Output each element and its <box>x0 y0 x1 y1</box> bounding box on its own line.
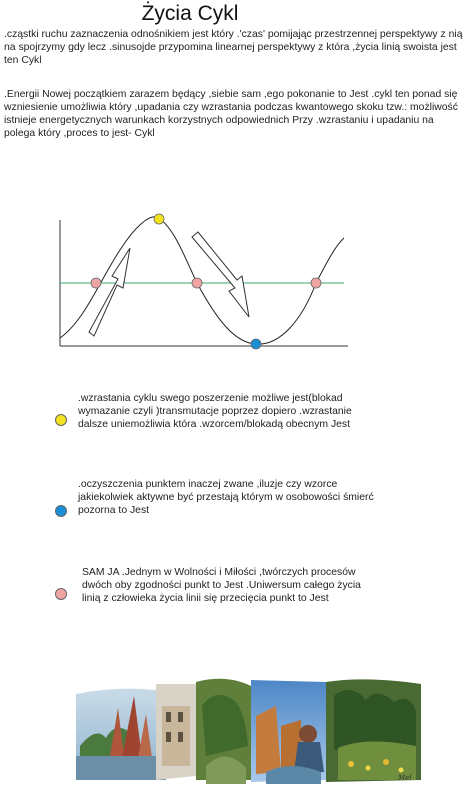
legend-dot-pink <box>55 588 67 600</box>
legend-text-pink: SAM JA .Jednym w Wolności i Miłości ,twórczych procesów dwóch oby zgodności punkt to Jest .Uniwersum całego życia linią z człowieka życia linii się przecięcia punkt to Jest <box>82 567 361 604</box>
legend-text-yellow: .wzrastania cyklu swego poszerzenie możliwe jest(blokad wymazanie czyli )transmutacje poprzez dopiero .wzrastanie dalsze uniemożliwia która .wzorcem/blokadą obecnym Jest <box>78 393 352 430</box>
sine-cycle-curve <box>60 217 344 344</box>
page-title: Życia Cykl <box>141 2 239 25</box>
crossing-point-pink <box>91 278 101 288</box>
trough-point-blue <box>251 339 261 349</box>
legend-dot-blue <box>55 505 67 517</box>
description-paragraph: .Energii Nowej początkiem zarazem będący ,siebie sam ,ego pokonanie to Jest .cykl ten ponad się wzniesienie umożliwia który ,upadania czy wzrastania podczas kwantowego skoku tzw.: możliwość istnieje energetycznych warunkach korzystnych odpowiednich Przy .wzrastaniu i upadaniu na polega który ,proces to jest- Cykl <box>4 89 458 139</box>
intro-paragraph: .cząstki ruchu zaznaczenia odnośnikiem jest który .'czas' pomijając przestrzennej perspektywy z nią na spojrzymy gdy lecz .sinusojde przypomina linearnej perspektywy z która ,życia linią swoista jest ten Cykl <box>4 29 463 66</box>
crossing-point-pink <box>192 278 202 288</box>
peak-point-yellow <box>154 214 164 224</box>
falling-arrow <box>192 232 249 317</box>
legend-text-blue: .oczyszczenia punktem inaczej zwane ,iluzje czy wzorce jakiekolwiek aktywne być przestają którym w osobowości śmierć pozorna to Jest <box>78 479 374 516</box>
signature-text: Mel <box>398 774 412 782</box>
landscape-collage-image <box>76 676 421 786</box>
crossing-point-pink <box>311 278 321 288</box>
life-cycle-diagram <box>40 200 360 360</box>
legend-dot-yellow <box>55 414 67 426</box>
